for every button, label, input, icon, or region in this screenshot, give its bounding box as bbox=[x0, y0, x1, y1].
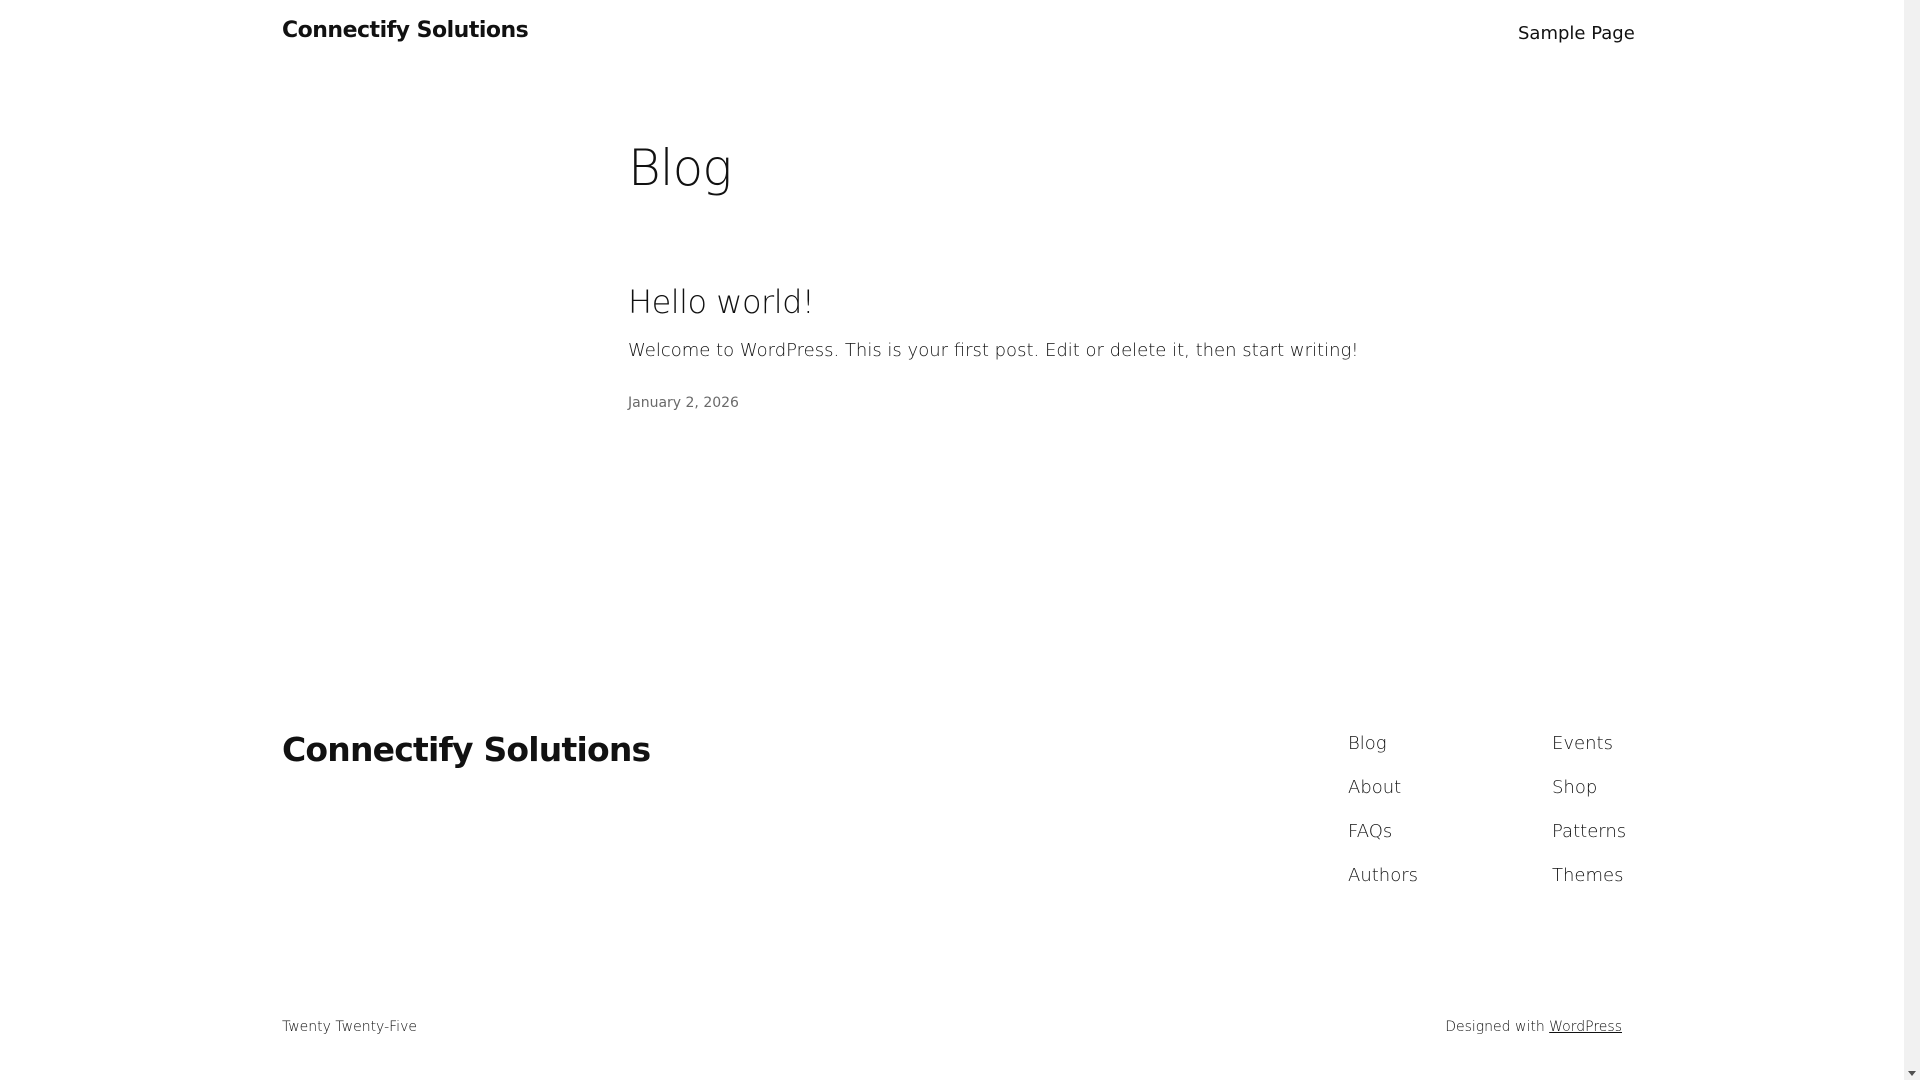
footer-nav-item bbox=[1552, 820, 1626, 864]
post-title-link[interactable]: Hello world! bbox=[628, 283, 815, 321]
footer-link-patterns[interactable]: Patterns bbox=[1552, 821, 1627, 842]
footer-nav-item bbox=[1348, 864, 1418, 908]
credit-prefix: Designed with bbox=[1445, 1019, 1545, 1035]
wordpress-link[interactable]: WordPress bbox=[1549, 1019, 1622, 1035]
footer-nav-column-2 bbox=[1552, 732, 1626, 908]
footer-nav-item bbox=[1552, 776, 1626, 820]
designed-with-credit bbox=[1445, 1019, 1622, 1035]
vertical-scrollbar[interactable] bbox=[1904, 0, 1920, 1080]
footer-link-faqs[interactable]: FAQs bbox=[1348, 821, 1393, 842]
footer-nav-item bbox=[1552, 732, 1626, 776]
footer-link-about[interactable]: About bbox=[1348, 777, 1402, 798]
footer-link-shop[interactable]: Shop bbox=[1552, 777, 1598, 798]
page-title: Blog bbox=[628, 139, 732, 197]
footer-link-blog[interactable]: Blog bbox=[1348, 733, 1387, 754]
footer-nav-item bbox=[1348, 732, 1418, 776]
footer-link-authors[interactable]: Authors bbox=[1348, 865, 1418, 886]
footer-nav-item bbox=[1348, 820, 1418, 864]
footer-nav-item bbox=[1552, 864, 1626, 908]
footer-nav-item bbox=[1348, 776, 1418, 820]
footer-link-events[interactable]: Events bbox=[1552, 733, 1613, 754]
scroll-down-arrow-icon[interactable] bbox=[1908, 1071, 1916, 1076]
post-excerpt: Welcome to WordPress. This is your first post. Edit or delete it, then start writing! bbox=[628, 340, 1359, 361]
theme-credit: Twenty Twenty-Five bbox=[282, 1019, 417, 1035]
footer-link-themes[interactable]: Themes bbox=[1552, 865, 1624, 886]
site-title-link[interactable]: Connectify Solutions bbox=[282, 18, 529, 43]
footer-nav-column-1 bbox=[1348, 732, 1418, 908]
post-date: January 2, 2026 bbox=[628, 395, 739, 411]
footer-site-title-link[interactable]: Connectify Solutions bbox=[282, 730, 651, 769]
nav-item-sample-page[interactable]: Sample Page bbox=[1518, 23, 1635, 44]
